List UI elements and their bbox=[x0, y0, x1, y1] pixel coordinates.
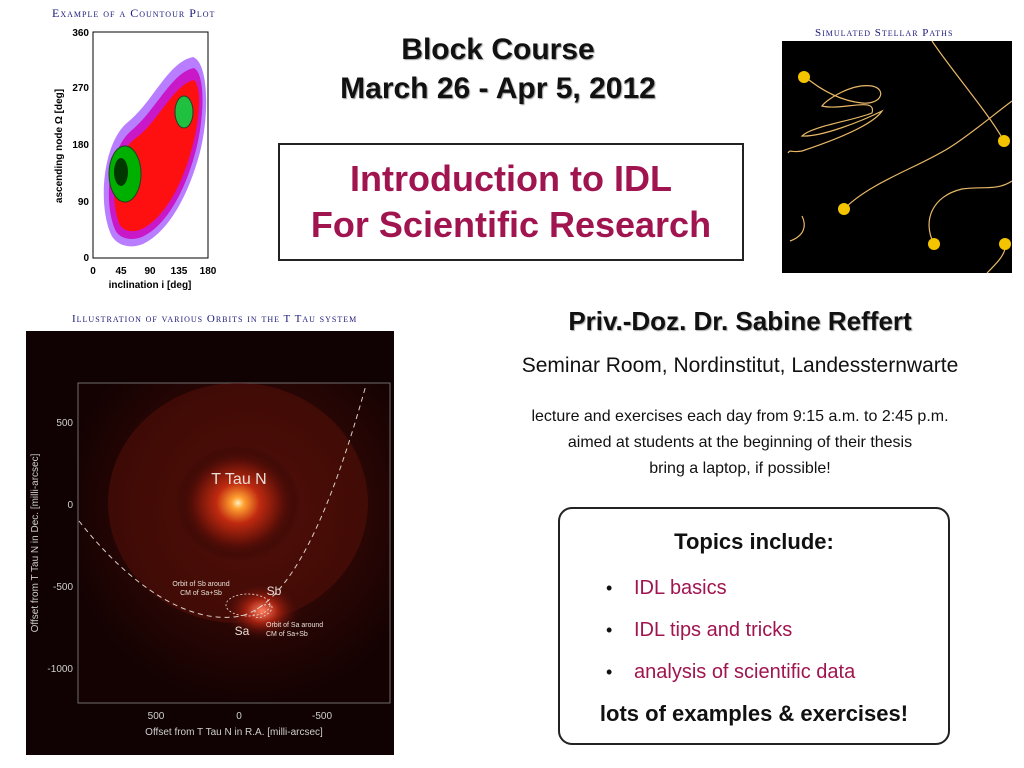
star-2 bbox=[998, 135, 1010, 147]
y-tick-180: 180 bbox=[72, 140, 89, 151]
x-tick-0: 0 bbox=[90, 266, 96, 277]
star-5 bbox=[999, 238, 1011, 250]
ttau-n-glow bbox=[176, 445, 300, 561]
topic-label: IDL basics bbox=[634, 576, 727, 599]
y-tick-270: 270 bbox=[72, 83, 89, 94]
label-orbit-sa-1: Orbit of Sa around bbox=[266, 622, 324, 629]
stellar-paths-image bbox=[782, 41, 1012, 273]
label-orbit-sa-2: CM of Sa+Sb bbox=[266, 631, 308, 638]
title-box bbox=[278, 143, 744, 261]
topic-label: IDL tips and tricks bbox=[634, 618, 793, 641]
detail-schedule: lecture and exercises each day from 9:15 a.m. to 2:45 p.m. bbox=[531, 408, 949, 425]
orbit-image bbox=[26, 331, 394, 755]
stellar-paths-caption: Simulated Stellar Paths bbox=[815, 27, 954, 39]
topic-item bbox=[606, 609, 855, 651]
star-3 bbox=[838, 203, 850, 215]
y-tick-0: 0 bbox=[83, 253, 89, 264]
detail-audience: aimed at students at the beginning of their thesis bbox=[567, 434, 913, 451]
dec-axis-label: Offset from T Tau N in Dec. [milli-arcsec] bbox=[30, 453, 41, 633]
venue: Seminar Room, Nordinstitut, Landessternwarte bbox=[521, 354, 959, 377]
star-4 bbox=[928, 238, 940, 250]
title-line-1: Introduction to IDL bbox=[350, 158, 672, 199]
label-orbit-sb-2: CM of Sa+Sb bbox=[180, 590, 222, 597]
topics-list bbox=[606, 567, 855, 693]
label-ttau-n: T Tau N bbox=[211, 471, 267, 488]
topic-item bbox=[606, 651, 855, 693]
dec-tick-500: 500 bbox=[56, 418, 73, 429]
x-tick-135: 135 bbox=[170, 266, 188, 277]
contour-peak-right bbox=[175, 96, 193, 128]
title-line-2: For Scientific Research bbox=[310, 204, 712, 245]
y-tick-360: 360 bbox=[72, 28, 89, 39]
dec-tick-neg1000: -1000 bbox=[47, 664, 73, 675]
dec-tick-0: 0 bbox=[67, 500, 73, 511]
course-header bbox=[300, 30, 696, 108]
label-orbit-sb-1: Orbit of Sb around bbox=[172, 581, 230, 588]
ra-tick-neg500: -500 bbox=[311, 711, 333, 722]
bullet-icon: • bbox=[606, 619, 613, 640]
star-1 bbox=[798, 71, 810, 83]
label-sb: Sb bbox=[266, 584, 282, 598]
bullet-icon: • bbox=[606, 661, 613, 682]
course-type: Block Course bbox=[401, 33, 595, 66]
ra-tick-500: 500 bbox=[147, 711, 165, 722]
topic-label: analysis of scientific data bbox=[634, 660, 856, 683]
stellar-background bbox=[782, 41, 1012, 273]
y-axis-label: ascending node Ω [deg] bbox=[54, 88, 65, 204]
contour-peak-left-core bbox=[114, 158, 128, 186]
topics-box bbox=[558, 507, 950, 745]
bullet-icon: • bbox=[606, 577, 613, 598]
dec-tick-neg500: -500 bbox=[52, 582, 73, 593]
course-details bbox=[480, 404, 1000, 482]
x-tick-180: 180 bbox=[199, 266, 217, 277]
detail-laptop: bring a laptop, if possible! bbox=[649, 460, 831, 477]
ra-axis-label: Offset from T Tau N in R.A. [milli-arcsec] bbox=[145, 727, 323, 738]
y-tick-90: 90 bbox=[77, 197, 89, 208]
topics-footer: lots of examples & exercises! bbox=[599, 701, 909, 726]
course-dates: March 26 - Apr 5, 2012 bbox=[340, 72, 656, 105]
contour-plot-caption: Example of a Countour Plot bbox=[52, 6, 216, 20]
contour-plot bbox=[48, 22, 238, 292]
topic-item bbox=[606, 567, 855, 609]
orbit-image-caption: Illustration of various Orbits in the T Tau system bbox=[72, 313, 358, 325]
label-sa: Sa bbox=[234, 624, 250, 638]
x-axis-label: inclination i [deg] bbox=[108, 280, 192, 291]
x-tick-90: 90 bbox=[144, 266, 156, 277]
x-tick-45: 45 bbox=[115, 266, 127, 277]
ra-tick-0: 0 bbox=[236, 711, 242, 722]
lecturer-name: Priv.-Doz. Dr. Sabine Reffert bbox=[568, 306, 912, 336]
topics-heading: Topics include: bbox=[674, 529, 834, 554]
